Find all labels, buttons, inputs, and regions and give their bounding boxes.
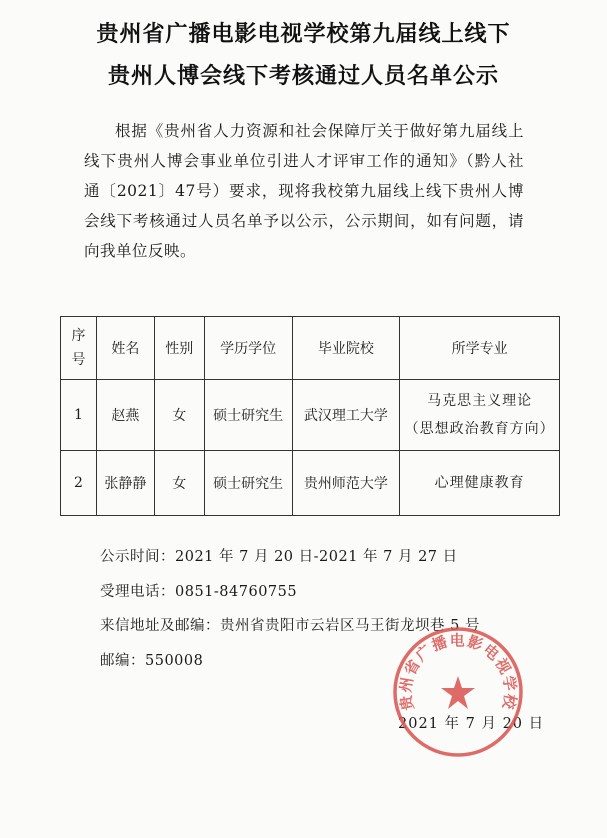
cell-seq: 1 [61, 380, 97, 451]
notice-phone: 受理电话：0851-84760755 [100, 584, 298, 600]
cell-degree: 硕士研究生 [204, 451, 292, 516]
major-line1: 心理健康教育 [434, 475, 525, 491]
seal-star-icon [441, 676, 475, 709]
body-paragraph: 根据《贵州省人力资源和社会保障厅关于做好第九届线上线下贵州人博会事业单位引进人才评审工作的通知》（黔人社通〔2021〕47号）要求，现将我校第九届线上线下贵州人博会线下考核通过人员名单予以公示，公示期间，如有问题，请向我单位反映。 [84, 122, 524, 260]
table-row [61, 451, 560, 516]
cell-school: 贵州师范大学 [292, 451, 400, 516]
table-header-row [61, 317, 560, 380]
document-title-line2: 贵州人博会线下考核通过人员名单公示 [107, 64, 499, 89]
cell-seq: 2 [61, 451, 97, 516]
major-line1: 马克思主义理论 [427, 393, 533, 409]
cell-name: 张静静 [96, 451, 154, 516]
issue-date: 2021 年 7 月 20 日 [398, 716, 545, 732]
table-row [61, 380, 560, 451]
notice-period: 公示时间：2021 年 7 月 20 日-2021 年 7 月 27 日 [100, 549, 458, 565]
document-title-line1: 贵州省广播电影电视学校第九届线上线下 [96, 22, 511, 47]
official-seal-stamp [390, 624, 526, 760]
major-line2: （思想政治教育方向） [404, 421, 555, 437]
header-degree: 学历学位 [204, 317, 292, 380]
cell-school: 武汉理工大学 [292, 380, 400, 451]
header-seq: 序 号 [61, 317, 97, 380]
header-school: 毕业院校 [292, 317, 400, 380]
cell-major [400, 451, 560, 516]
header-major: 所学专业 [400, 317, 560, 380]
seal-text: 贵州省广播电影电视学校 [396, 631, 520, 713]
candidate-table [60, 316, 560, 516]
notice-address: 来信地址及邮编：贵州省贵阳市云岩区马王街龙坝巷 5 号 [100, 618, 480, 634]
cell-name: 赵燕 [96, 380, 154, 451]
cell-major [400, 380, 560, 451]
header-name: 姓名 [96, 317, 154, 380]
cell-degree: 硕士研究生 [204, 380, 292, 451]
notice-postcode: 邮编：550008 [100, 653, 204, 669]
cell-gender: 女 [154, 451, 204, 516]
header-gender: 性别 [154, 317, 204, 380]
cell-gender: 女 [154, 380, 204, 451]
